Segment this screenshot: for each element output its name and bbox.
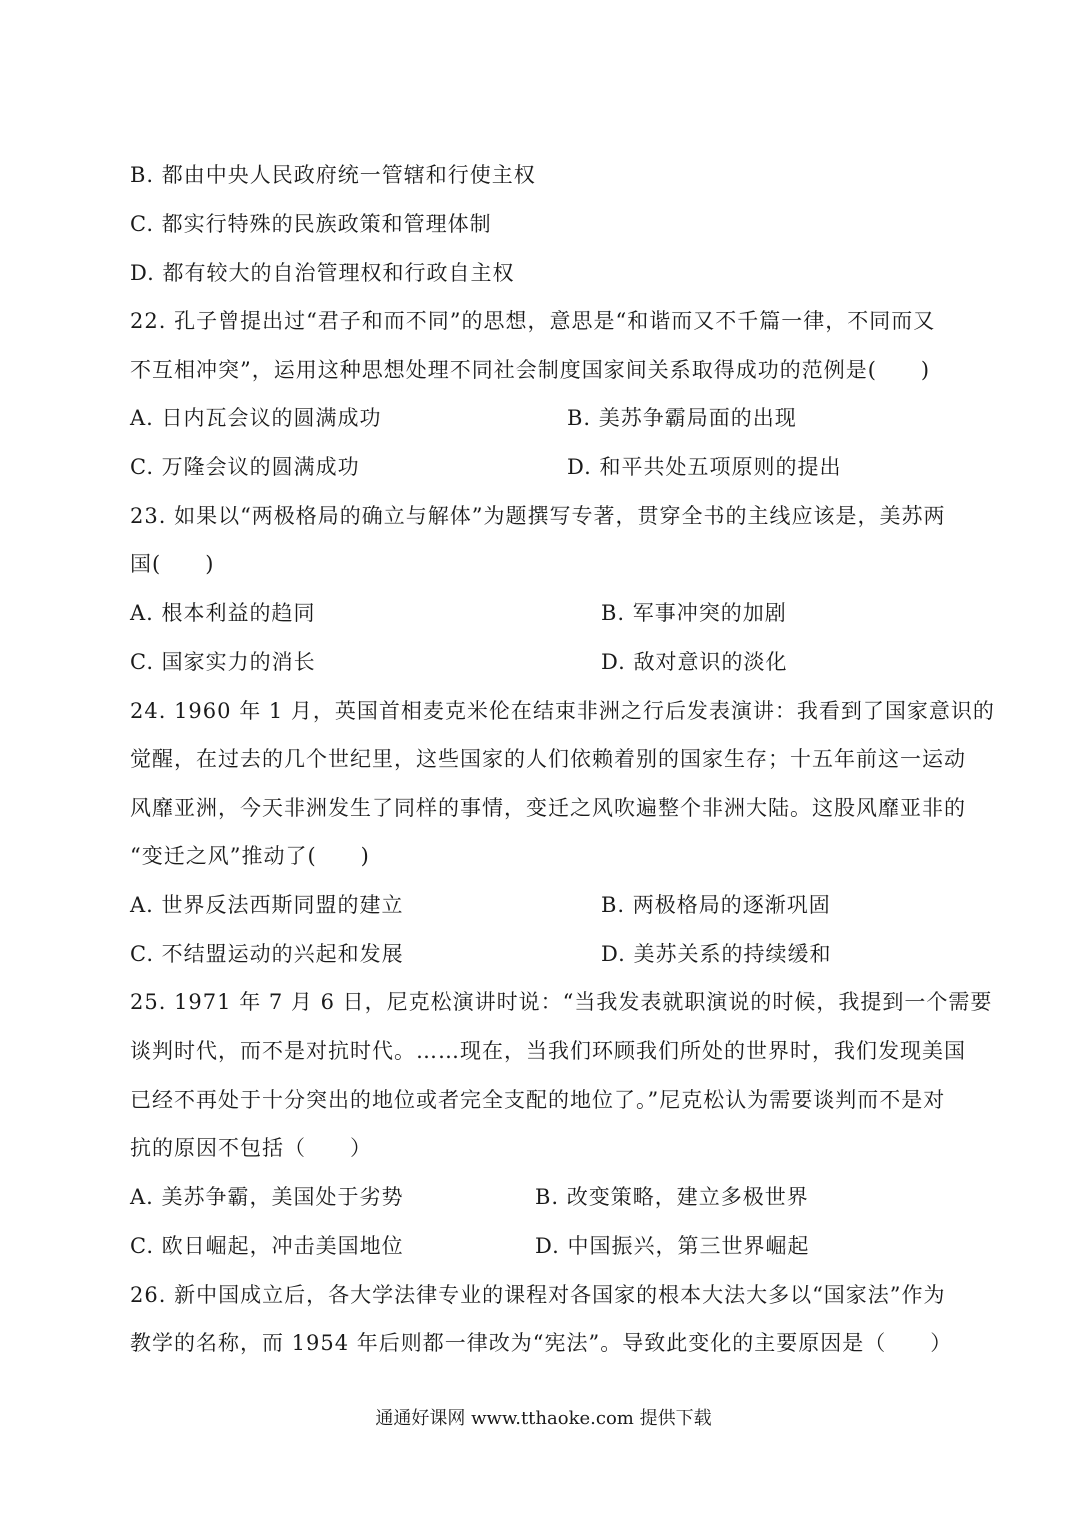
q26-stem-line-1: 26. 新中国成立后，各大学法律专业的课程对各国家的根本大法大多以“国家法”作为 <box>130 1283 946 1307</box>
q21-option-c: C. 都实行特殊的民族政策和管理体制 <box>130 212 492 236</box>
q23-option-a: A. 根本利益的趋同 <box>130 601 316 625</box>
q23-stem-line-2: 国( ) <box>130 552 215 576</box>
q23-option-b: B. 军事冲突的加剧 <box>601 601 787 625</box>
q22-option-c: C. 万隆会议的圆满成功 <box>130 455 360 479</box>
q25-stem-line-4: 抗的原因不包括（ ） <box>130 1136 372 1160</box>
q24-option-d: D. 美苏关系的持续缓和 <box>601 942 832 966</box>
q21-option-d: D. 都有较大的自治管理权和行政自主权 <box>130 261 515 285</box>
q23-option-d: D. 敌对意识的淡化 <box>601 650 788 674</box>
q24-stem-line-3: 风靡亚洲，今天非洲发生了同样的事情，变迁之风吹遍整个非洲大陆。这股风靡亚非的 <box>130 796 966 820</box>
q25-option-d: D. 中国振兴，第三世界崛起 <box>535 1234 810 1258</box>
q22-stem-line-1: 22. 孔子曾提出过“君子和而不同”的思想，意思是“和谐而又不千篇一律，不同而又 <box>130 309 936 333</box>
q22-stem-line-2: 不互相冲突”，运用这种思想处理不同社会制度国家间关系取得成功的范例是( ) <box>130 358 931 382</box>
q24-stem-line-1: 24. 1960 年 1 月，英国首相麦克米伦在结束非洲之行后发表演讲：我看到了国家意识的 <box>130 699 995 723</box>
q25-option-b: B. 改变策略，建立多极世界 <box>535 1185 809 1209</box>
q25-stem-line-3: 已经不再处于十分突出的地位或者完全支配的地位了。”尼克松认为需要谈判而不是对 <box>130 1088 946 1112</box>
q23-option-c: C. 国家实力的消长 <box>130 650 316 674</box>
q22-option-d: D. 和平共处五项原则的提出 <box>567 455 842 479</box>
q23-stem-line-1: 23. 如果以“两极格局的确立与解体”为题撰写专著，贯穿全书的主线应该是，美苏两 <box>130 504 946 528</box>
q24-option-a: A. 世界反法西斯同盟的建立 <box>130 893 404 917</box>
q25-stem-line-2: 谈判时代，而不是对抗时代。……现在，当我们环顾我们所处的世界时，我们发现美国 <box>130 1039 966 1063</box>
q24-option-c: C. 不结盟运动的兴起和发展 <box>130 942 404 966</box>
q25-option-c: C. 欧日崛起，冲击美国地位 <box>130 1234 404 1258</box>
q24-stem-line-4: “变迁之风”推动了( ) <box>130 844 370 868</box>
q26-stem-line-2: 教学的名称，而 1954 年后则都一律改为“宪法”。导致此变化的主要原因是（ ） <box>130 1331 953 1355</box>
page-footer: 通通好课网 www.tthaoke.com 提供下载 <box>375 1408 712 1429</box>
q25-option-a: A. 美苏争霸，美国处于劣势 <box>130 1185 404 1209</box>
q24-stem-line-2: 觉醒，在过去的几个世纪里，这些国家的人们依赖着别的国家生存；十五年前这一运动 <box>130 747 966 771</box>
q22-option-b: B. 美苏争霸局面的出现 <box>567 406 797 430</box>
q24-option-b: B. 两极格局的逐渐巩固 <box>601 893 831 917</box>
q25-stem-line-1: 25. 1971 年 7 月 6 日，尼克松演讲时说：“当我发表就职演说的时候，我提到一个需要 <box>130 990 993 1014</box>
q21-option-b: B. 都由中央人民政府统一管辖和行使主权 <box>130 163 536 187</box>
q22-option-a: A. 日内瓦会议的圆满成功 <box>130 406 382 430</box>
